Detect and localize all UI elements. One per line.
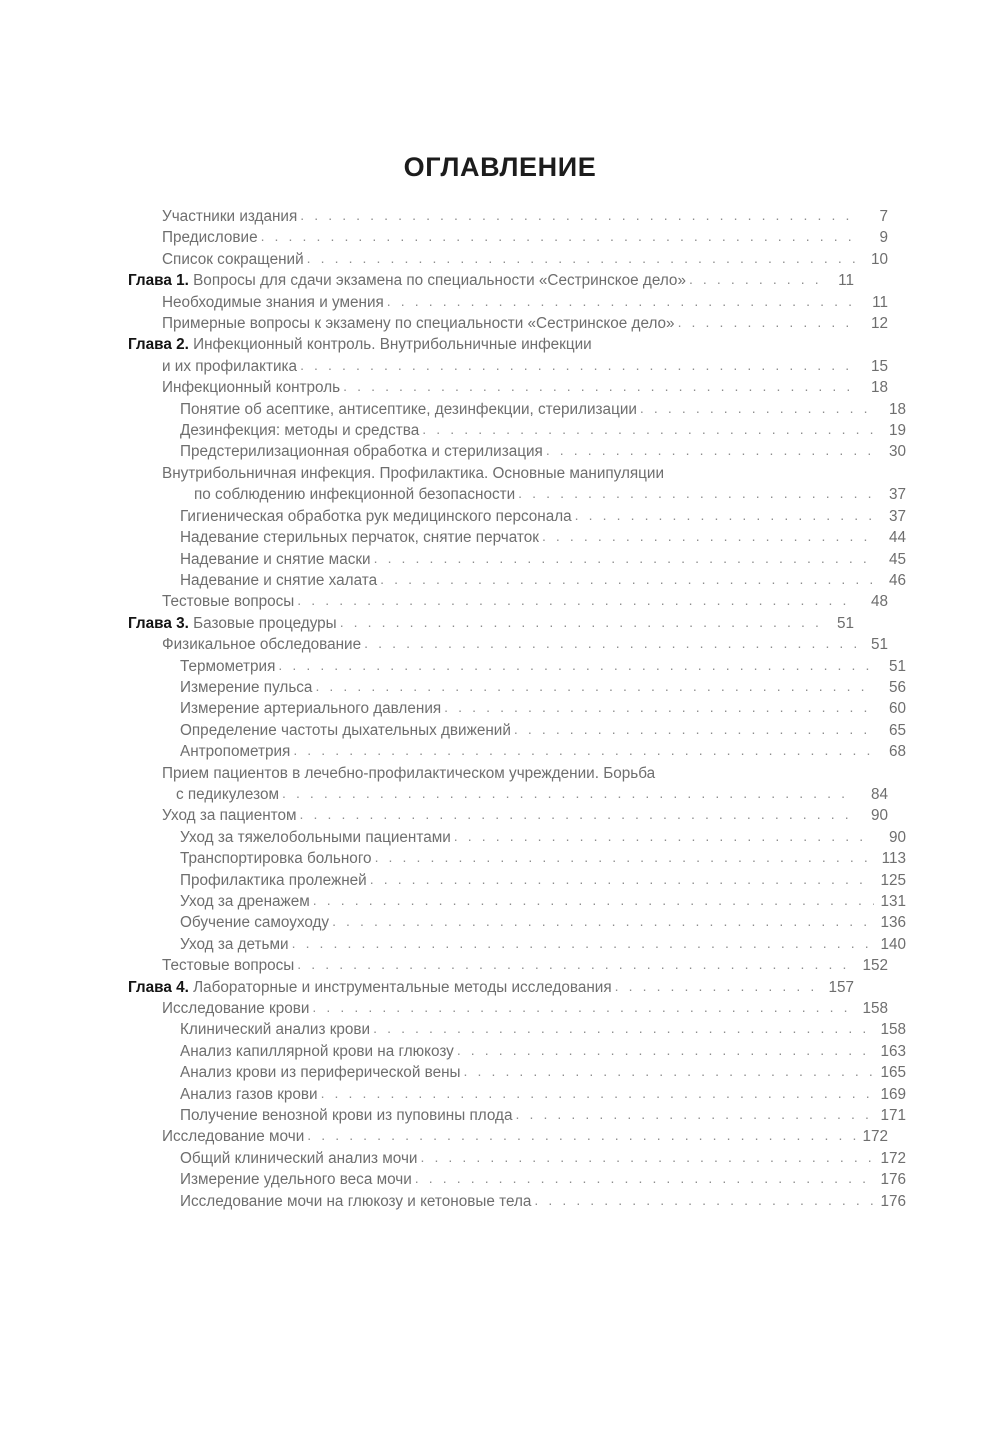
dot-leader xyxy=(518,483,874,504)
toc-entry[interactable] xyxy=(128,720,906,741)
toc-entry-title: Список сокращений xyxy=(162,250,304,268)
toc-entry-title: Антропометрия xyxy=(180,743,291,761)
dot-leader xyxy=(615,976,822,997)
toc-entry-text xyxy=(162,998,309,1019)
toc-entry-text xyxy=(180,484,515,505)
toc-entry[interactable] xyxy=(128,912,906,933)
dot-leader xyxy=(457,1040,874,1061)
page-number: 46 xyxy=(888,571,906,589)
toc-entry-text xyxy=(180,527,539,548)
dot-leader xyxy=(300,355,856,376)
dot-leader xyxy=(387,291,856,312)
toc-entry-text xyxy=(162,634,361,655)
toc-entry[interactable] xyxy=(128,420,906,441)
toc-entry-text xyxy=(180,506,572,527)
toc-entry-text xyxy=(180,827,451,848)
toc-entry-text xyxy=(128,270,686,291)
page-title: ОГЛАВЛЕНИЕ xyxy=(403,152,597,182)
dot-leader xyxy=(343,376,856,397)
toc-entry-text xyxy=(162,763,655,784)
toc-entry-text xyxy=(180,1041,454,1062)
toc-entry-text xyxy=(162,249,304,270)
toc-entry-text xyxy=(162,1126,304,1147)
page-number: 7 xyxy=(879,208,888,225)
toc-entry[interactable] xyxy=(128,955,888,976)
toc-entry-title: Измерение артериального давления xyxy=(180,700,442,718)
toc-entry-title: Определение частоты дыхательных движений xyxy=(180,721,511,739)
toc-entry-title: Гигиеническая обработка рук медицинского персонала xyxy=(180,507,572,525)
chapter-label: Глава 4. xyxy=(128,978,189,996)
dot-leader xyxy=(678,312,856,333)
toc-entry[interactable] xyxy=(128,784,888,805)
dot-leader xyxy=(373,1018,874,1039)
toc-entry-title: Предстерилизационная обработка и стерилизация xyxy=(180,443,543,461)
toc-entry-title: по соблюдению инфекционной безопасности xyxy=(194,486,516,504)
toc-entry[interactable] xyxy=(128,656,906,677)
dot-leader xyxy=(640,398,874,419)
dot-leader xyxy=(380,569,874,590)
toc-entry-text xyxy=(180,399,637,420)
dot-leader xyxy=(364,633,856,654)
dot-leader xyxy=(689,269,822,290)
toc-entry-title: Уход за пациентом xyxy=(162,807,297,825)
toc-entry-text xyxy=(180,1019,370,1040)
toc-entry[interactable] xyxy=(128,570,906,591)
toc-entry-text xyxy=(162,463,664,484)
page-number: 158 xyxy=(862,1000,888,1018)
page-number: 18 xyxy=(888,400,906,418)
toc-entry-title: Понятие об асептике, антисептике, дезинфекции, стерилизации xyxy=(180,400,637,418)
page-number: 37 xyxy=(888,486,906,504)
toc-entry-text xyxy=(162,805,297,826)
toc-entry-text xyxy=(180,441,543,462)
toc-entry-text xyxy=(180,1062,461,1083)
page-number: 90 xyxy=(888,828,906,846)
chapter-label: Глава 2. xyxy=(128,336,189,354)
toc-entry[interactable] xyxy=(128,1019,906,1040)
toc-entry[interactable] xyxy=(128,613,854,634)
dot-leader xyxy=(575,505,874,526)
toc-entry-text xyxy=(180,656,275,677)
toc-entry-text xyxy=(180,1191,531,1212)
toc-entry-title: с педикулезом xyxy=(176,785,279,803)
toc-entry[interactable] xyxy=(128,399,906,420)
toc-entry-title: Профилактика пролежней xyxy=(180,871,367,889)
page-number: 176 xyxy=(880,1192,906,1210)
dot-leader xyxy=(444,697,874,718)
page-number: 65 xyxy=(888,721,906,739)
toc-entry-text xyxy=(180,870,367,891)
toc-entry[interactable] xyxy=(128,506,906,527)
page-number: 125 xyxy=(880,871,906,889)
page-number: 10 xyxy=(870,250,888,268)
toc-entry-title: Уход за дренажем xyxy=(180,893,310,910)
toc-entry[interactable] xyxy=(128,934,906,955)
toc-entry[interactable] xyxy=(128,1084,906,1105)
toc-entry-title: Лабораторные и инструментальные методы исследования xyxy=(188,978,612,996)
toc-entry[interactable] xyxy=(128,1041,906,1062)
toc-entry[interactable] xyxy=(128,463,888,484)
toc-entry-title: Надевание и снятие маски xyxy=(180,550,371,568)
toc-entry-title: Примерные вопросы к экзамену по специальности «Сестринское дело» xyxy=(162,315,675,333)
dot-leader xyxy=(278,655,874,676)
chapter-label: Глава 1. xyxy=(128,272,189,290)
toc-entry[interactable] xyxy=(128,1062,906,1083)
toc-entry-title: Дезинфекция: методы и средства xyxy=(180,422,420,440)
dot-leader xyxy=(292,933,874,954)
dot-leader xyxy=(374,548,874,569)
page-number: 12 xyxy=(870,315,888,333)
dot-leader xyxy=(542,526,874,547)
toc-entry-title: Получение венозной крови из пуповины плода xyxy=(180,1107,513,1125)
toc-entry-title: Уход за детьми xyxy=(180,935,289,953)
toc-entry-title: Базовые процедуры xyxy=(188,614,337,632)
dot-leader xyxy=(313,890,874,911)
toc-entry[interactable] xyxy=(128,313,888,334)
toc-entry[interactable] xyxy=(128,998,888,1019)
dot-leader xyxy=(464,1061,874,1082)
toc-entry-text xyxy=(162,227,258,248)
toc-entry-title: Термометрия xyxy=(180,657,276,675)
toc-entry[interactable] xyxy=(128,870,906,891)
toc-entry-text xyxy=(128,334,592,355)
toc-entry[interactable] xyxy=(128,249,888,270)
toc-entry[interactable] xyxy=(128,292,888,313)
page-number: 11 xyxy=(872,293,888,311)
toc-entry-text xyxy=(162,955,294,976)
page-number: 30 xyxy=(888,443,906,461)
dot-leader xyxy=(420,1147,874,1168)
page-number: 90 xyxy=(870,807,888,825)
page-number: 11 xyxy=(838,272,854,290)
toc-entry-text xyxy=(162,591,294,612)
page-number: 163 xyxy=(880,1042,906,1060)
table-of-contents-list xyxy=(0,206,1000,1212)
toc-entry[interactable] xyxy=(128,270,854,291)
toc-entry[interactable] xyxy=(128,634,888,655)
dot-leader xyxy=(332,911,874,932)
dot-leader xyxy=(307,248,856,269)
dot-leader xyxy=(534,1190,874,1211)
page-number: 169 xyxy=(880,1085,906,1103)
page-number: 140 xyxy=(880,935,906,953)
toc-entry-title: Вопросы для сдачи экзамена по специальности «Сестринское дело» xyxy=(188,272,686,290)
toc-entry-title: Измерение пульса xyxy=(180,678,313,696)
dot-leader xyxy=(307,1125,856,1146)
toc-entry-text xyxy=(162,206,297,227)
toc-entry-title: Анализ газов крови xyxy=(180,1085,318,1103)
page-number: 172 xyxy=(862,1128,888,1146)
toc-entry-title: Исследование крови xyxy=(162,1000,310,1018)
page-number: 131 xyxy=(880,893,906,910)
toc-entry-title: Уход за тяжелобольными пациентами xyxy=(180,828,451,846)
toc-entry-text xyxy=(180,420,419,441)
dot-leader xyxy=(422,419,874,440)
toc-entry[interactable] xyxy=(128,741,906,762)
page-number: 18 xyxy=(870,379,888,397)
toc-entry-title: Исследование мочи на глюкозу и кетоновые тела xyxy=(180,1192,532,1210)
page-number: 9 xyxy=(879,229,888,247)
dot-leader xyxy=(375,847,874,868)
toc-entry-title: Тестовые вопросы xyxy=(162,593,295,611)
toc-entry-text xyxy=(180,934,289,955)
toc-entry-title: Измерение удельного веса мочи xyxy=(180,1171,412,1189)
toc-entry[interactable] xyxy=(128,549,906,570)
toc-entry-title: Клинический анализ крови xyxy=(180,1021,371,1039)
toc-entry-text xyxy=(180,570,377,591)
page-number: 152 xyxy=(862,957,888,975)
page-number: 165 xyxy=(880,1064,906,1082)
toc-entry-text xyxy=(162,292,384,313)
dot-leader xyxy=(415,1168,874,1189)
toc-entry[interactable] xyxy=(128,763,888,784)
toc-entry-title: Транспортировка больного xyxy=(180,850,372,868)
toc-entry-text xyxy=(180,741,290,762)
toc-entry-title: Внутрибольничная инфекция. Профилактика. Основные манипуляции xyxy=(162,464,665,482)
toc-entry[interactable] xyxy=(128,1126,888,1147)
toc-entry-title: Исследование мочи xyxy=(162,1128,305,1146)
dot-leader xyxy=(454,826,874,847)
toc-entry-text xyxy=(180,1105,512,1126)
dot-leader xyxy=(340,612,822,633)
page-number: 171 xyxy=(880,1107,906,1125)
toc-entry-text xyxy=(180,1148,417,1169)
dot-leader xyxy=(300,205,856,226)
dot-leader xyxy=(297,954,856,975)
page-number: 68 xyxy=(888,743,906,761)
toc-entry-title: Надевание стерильных перчаток, снятие перчаток xyxy=(180,529,539,547)
page-number: 51 xyxy=(888,657,906,675)
toc-entry[interactable] xyxy=(128,805,888,826)
toc-entry[interactable] xyxy=(128,1105,906,1126)
toc-entry[interactable] xyxy=(128,484,906,505)
page-number: 44 xyxy=(888,529,906,547)
toc-entry[interactable] xyxy=(128,848,906,869)
toc-entry-title: и их профилактика xyxy=(162,357,298,375)
page-number: 19 xyxy=(888,422,906,440)
toc-entry-text xyxy=(180,677,312,698)
toc-entry-text xyxy=(180,698,441,719)
toc-entry[interactable] xyxy=(128,1169,906,1190)
dot-leader xyxy=(370,869,874,890)
page-number: 136 xyxy=(880,914,906,932)
toc-entry-title: Необходимые знания и умения xyxy=(162,293,384,311)
toc-entry-title: Тестовые вопросы xyxy=(162,957,295,975)
dot-leader xyxy=(312,997,856,1018)
toc-entry[interactable] xyxy=(128,1148,906,1169)
dot-leader xyxy=(546,440,874,461)
toc-entry-title: Инфекционный контроль xyxy=(162,379,341,397)
dot-leader xyxy=(282,783,856,804)
toc-entry-title: Общий клинический анализ мочи xyxy=(180,1149,418,1167)
page-number: 158 xyxy=(880,1021,906,1039)
toc-entry-title: Обучение самоуходу xyxy=(180,914,330,932)
toc-entry-title: Прием пациентов в лечебно-профилактическом учреждении. Борьба xyxy=(162,764,656,782)
toc-entry-text xyxy=(180,912,329,933)
toc-entry-title: Физикальное обследование xyxy=(162,636,362,654)
toc-entry-text xyxy=(162,313,675,334)
dot-leader xyxy=(261,226,856,247)
toc-entry-text xyxy=(180,720,511,741)
toc-entry[interactable] xyxy=(128,377,888,398)
toc-entry-text xyxy=(162,356,297,377)
page-number: 157 xyxy=(828,978,854,996)
toc-entry-title: Участники издания xyxy=(162,208,298,225)
toc-entry-title: Надевание и снятие халата xyxy=(180,571,378,589)
page-number: 176 xyxy=(880,1171,906,1189)
page-number: 113 xyxy=(881,850,906,868)
toc-entry-text xyxy=(180,1169,412,1190)
page-number: 15 xyxy=(870,357,888,375)
toc-entry[interactable] xyxy=(128,827,906,848)
toc-entry[interactable] xyxy=(128,441,906,462)
toc-entry-text xyxy=(162,784,279,805)
toc-entry-text xyxy=(180,1084,318,1105)
toc-entry[interactable] xyxy=(128,527,906,548)
page-number: 37 xyxy=(888,507,906,525)
toc-entry[interactable] xyxy=(128,977,854,998)
page-number: 51 xyxy=(870,636,888,654)
page-number: 45 xyxy=(888,550,906,568)
toc-entry-text xyxy=(180,848,372,869)
toc-entry-text xyxy=(180,891,310,912)
toc-entry-title: Инфекционный контроль. Внутрибольничные инфекции xyxy=(188,336,592,354)
dot-leader xyxy=(315,676,874,697)
page-number: 84 xyxy=(870,785,888,803)
dot-leader xyxy=(300,804,856,825)
toc-entry[interactable] xyxy=(128,356,888,377)
dot-leader xyxy=(515,1104,874,1125)
dot-leader xyxy=(297,590,856,611)
toc-entry[interactable] xyxy=(128,334,854,355)
toc-entry[interactable] xyxy=(128,591,888,612)
toc-entry[interactable] xyxy=(128,206,888,227)
dot-leader xyxy=(293,740,874,761)
page-number: 56 xyxy=(888,678,906,696)
chapter-label: Глава 3. xyxy=(128,614,189,632)
toc-entry-text xyxy=(128,977,612,998)
toc-entry-text xyxy=(128,613,337,634)
toc-entry[interactable] xyxy=(128,891,906,912)
toc-entry-text xyxy=(162,377,340,398)
toc-entry-title: Предисловие xyxy=(162,229,258,247)
toc-entry-text xyxy=(180,549,371,570)
toc-entry[interactable] xyxy=(128,1191,906,1212)
dot-leader xyxy=(321,1083,874,1104)
page-number: 172 xyxy=(880,1149,906,1167)
toc-entry-title: Анализ крови из периферической вены xyxy=(180,1064,461,1082)
page-number: 48 xyxy=(870,593,888,611)
toc-entry[interactable] xyxy=(128,698,906,719)
page-number: 60 xyxy=(888,700,906,718)
dot-leader xyxy=(514,719,874,740)
toc-entry-title: Анализ капиллярной крови на глюкозу xyxy=(180,1042,454,1060)
page-number: 51 xyxy=(836,614,854,632)
toc-entry[interactable] xyxy=(128,677,906,698)
toc-entry[interactable] xyxy=(128,227,888,248)
